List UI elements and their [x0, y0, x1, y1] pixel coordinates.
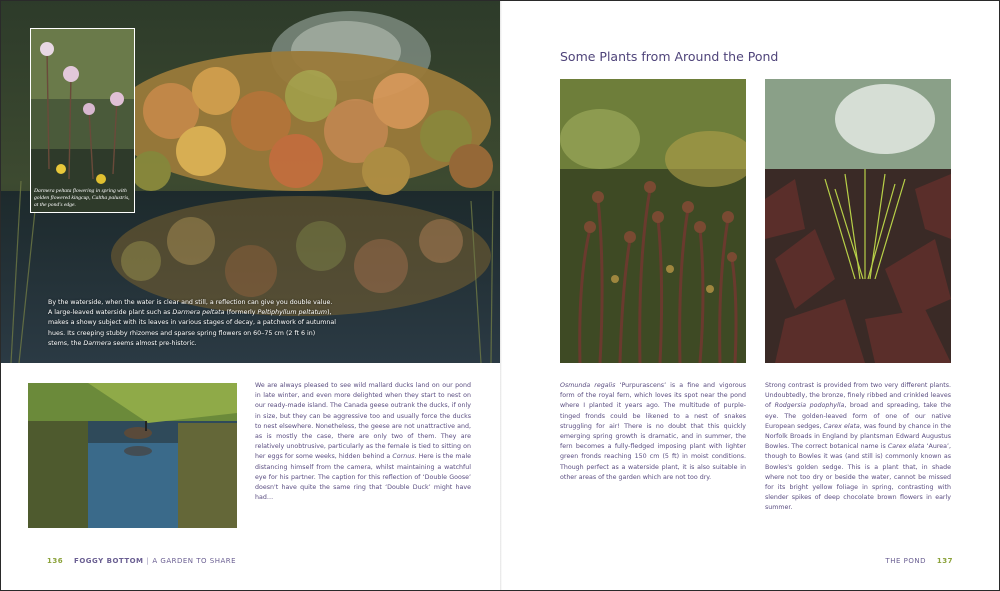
rodgersia-carex-photo	[765, 79, 951, 363]
osmunda-fern-photo	[560, 79, 746, 363]
inset-photo-darmera-flowers	[30, 28, 135, 213]
book-title: FOGGY BOTTOM	[74, 557, 144, 565]
canada-goose-reflection-photo	[28, 383, 237, 528]
book-spread	[1, 1, 999, 590]
osmunda-text: Osmunda regalis ‘Purpurascens’ is a fine and vigorous form of the royal fern, which loves its spot near the pond where I planted it years ago. The multitude of purple-tinged fronds could be likened to a nest of snakes struggling for air! There is no doubt that this quickly emerging spring growth is dramatic, and in summer, the fern becomes a fully-fledged imposing plant with lighter green fronds reaching 150 cm (5 ft) in moist conditions. Though perfect as a waterside plant, it is also suitable in other areas of the garden which are not too dry.	[560, 382, 746, 481]
book-subtitle: A GARDEN TO SHARE	[152, 557, 237, 565]
folio-separator: |	[146, 557, 150, 565]
left-body-text: We are always pleased to see wild mallard ducks land on our pond in late winter, and even more delighted when they start to nest on our ready-made island. The Canada geese outrank the ducks, if only in size, but they can be aggressive too and usually force the ducks to nest elsewhere. Nonetheless, the geese are not unattractive and, as is mostly the case, there are only two of them. They are relatively unobtrusive, particularly as the female is tied to sitting on her eggs for some weeks, hidden behind a Cornus. Here is the male distancing himself from the camera, whilst maintaining a watchful eye for his partner. The caption for this reflection of ‘Double Goose’ doesn't have quite the same ring that ‘Double Duck’ might have had…	[255, 382, 471, 502]
rodgersia-text: Strong contrast is provided from two very different plants. Undoubtedly, the bronze, finely ribbed and crinkled leaves of Rodgersia podophylla, broad and spreading, take the eye. The golden-leaved form of one of our native European sedges, Carex elata, was found by chance in the Norfolk Broads in England by plantsman Edward Augustus Bowles. The correct botanical name is Carex elata ‘Aurea’, though to Bowles it was (and still is) commonly known as Bowles's golden sedge. This is a plant that, in shade where not too dry or beside the water, cannot be missed for its bright yellow foliage in spring, contrasting with slender spikes of deep chocolate brown flowers in early summer.	[765, 382, 952, 512]
right-folio	[885, 557, 953, 565]
chapter-title: THE POND	[885, 557, 926, 565]
page-gutter	[500, 1, 502, 590]
hero-caption: By the waterside, when the water is clear and still, a reflection can give you double value. A large-leaved waterside plant such as Darmera peltata (formerly Peltiphyllum peltatum), makes a showy subject with its leaves in various stages of decay, a patchwork of autumnal hues. Its creeping stubby rhizomes and sparse spring flowers on 60–75 cm (2 ft 6 in) stems, the Darmera seems almost pre-historic.	[48, 299, 337, 347]
section-heading: Some Plants from Around the Pond	[560, 49, 779, 64]
page-number-left: 136	[47, 557, 64, 565]
inset-caption: Darmera peltata flowering in spring with golden flowered kingcup, Caltha palustris, at the pond's edge.	[34, 188, 130, 208]
page-number-right: 137	[936, 557, 953, 565]
left-folio	[47, 557, 236, 565]
